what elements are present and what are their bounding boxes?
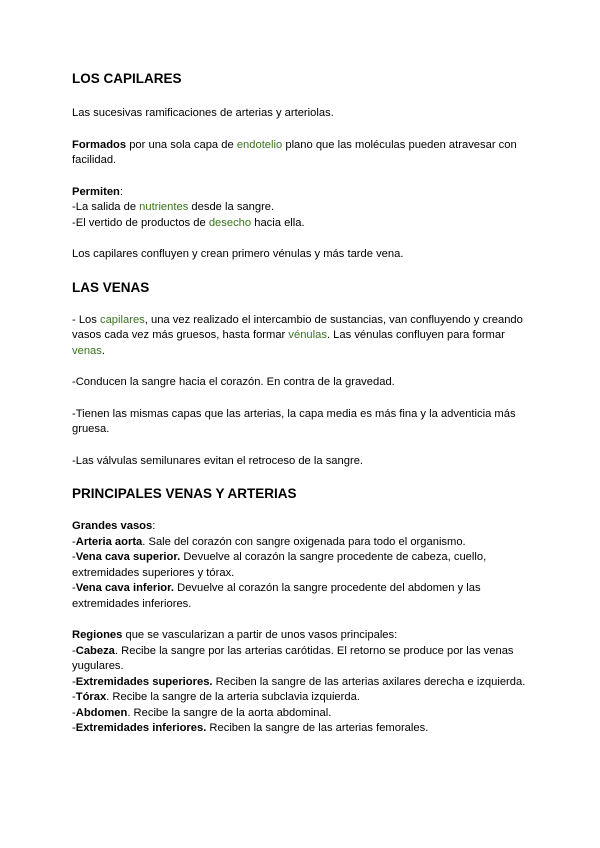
term-formados: Formados [72,138,127,151]
keyword-endotelio: endotelio [236,138,283,151]
list-item [72,706,532,722]
grandes-vasos-label [72,519,532,535]
permiten-item-desecho [72,216,532,232]
text-span: por una sola capa de [126,138,237,151]
venas-paragraph-3: -Tienen las mismas capas que las arterias, la capa media es más fina y la adventicia más gruesa. [72,407,516,435]
text-span: hacia ella. [251,216,305,229]
term-arteria-aorta: Arteria aorta [75,535,143,548]
text-span: Reciben la sangre de las arterias axilares derecha e izquierda. [212,675,526,688]
dash: - [72,644,76,657]
keyword-nutrientes: nutrientes [139,201,189,213]
dash: - [72,691,76,703]
term-cabeza: Cabeza [75,644,115,657]
keyword-venas: venas [72,344,102,357]
text-span: -El vertido de productos de [72,216,209,229]
list-item [72,721,532,737]
term-vena-cava-superior: Vena cava superior. [75,551,181,563]
text-span: Reciben la sangre de las arterias femorales. [206,722,429,734]
text-span: . Las vénulas confluyen para formar [326,329,505,341]
capilares-intro: Las sucesivas ramificaciones de arterias y arteriolas. [72,107,334,119]
text-span: . Sale del corazón con sangre oxigenada para todo el organismo. [142,535,466,548]
term-permiten: Permiten [72,185,120,198]
capilares-formados [72,138,532,169]
term-torax: Tórax [75,691,107,703]
capilares-permiten [72,185,532,201]
text-span: : [152,520,156,532]
text-span: . [101,344,105,357]
text-span: -La salida de [72,201,140,213]
term-grandes-vasos: Grandes vasos [72,520,153,532]
term-regiones: Regiones [72,629,123,641]
list-item [72,644,532,675]
term-vena-cava-inferior: Vena cava inferior. [75,582,174,594]
text-span: : [119,185,123,198]
list-item [72,675,532,691]
venas-paragraph-4: -Las válvulas semilunares evitan el retroceso de la sangre. [72,454,364,467]
list-item [72,550,532,581]
dash: - [72,722,76,734]
dash: - [72,582,76,594]
text-span: Devuelve al corazón la sangre procedente de cabeza, cuello, extremidades superiores y tórax. [72,551,487,579]
text-span: desde la sangre. [188,201,275,213]
keyword-capilares: capilares [99,313,145,326]
text-span: Devuelve al corazón la sangre procedente del abdomen y las extremidades inferiores. [72,582,481,610]
list-item [72,581,532,612]
list-item [72,690,532,706]
section-heading-capilares: LOS CAPILARES [72,71,182,86]
text-span: , una vez realizado el intercambio de sustancias, van confluyendo y creando vasos cada vez más gruesos, hasta formar [72,313,523,341]
text-span: . Recibe la sangre de la aorta abdominal. [127,706,332,719]
dash: - [72,551,76,563]
text-span: plano que las moléculas pueden atravesar con facilidad. [72,138,517,166]
keyword-venulas: vénulas [288,329,327,341]
text-span: que se vascularizan a partir de unos vasos principales: [122,629,398,641]
regiones-label [72,628,532,644]
document-body [72,70,532,737]
dash: - [72,535,76,548]
section-heading-principales: PRINCIPALES VENAS Y ARTERIAS [72,486,297,501]
term-extremidades-superiores: Extremidades superiores. [75,675,213,688]
venas-paragraph-1 [72,313,532,360]
text-span: . Recibe la sangre por las arterias carótidas. El retorno se produce por las venas yugulares. [72,644,514,672]
term-abdomen: Abdomen [75,706,128,719]
keyword-desecho: desecho [208,216,252,229]
text-span: . Recibe la sangre de la arteria subclavia izquierda. [106,691,360,703]
venas-paragraph-2: -Conducen la sangre hacia el corazón. En contra de la gravedad. [72,376,395,388]
text-span: - Los [72,313,100,326]
section-heading-venas: LAS VENAS [72,279,150,295]
list-item [72,535,532,551]
permiten-item-nutrientes [72,200,532,216]
term-extremidades-inferiores: Extremidades inferiores. [75,722,207,734]
dash: - [72,675,76,688]
dash: - [72,706,76,719]
capilares-closing: Los capilares confluyen y crean primero vénulas y más tarde vena. [72,248,404,260]
